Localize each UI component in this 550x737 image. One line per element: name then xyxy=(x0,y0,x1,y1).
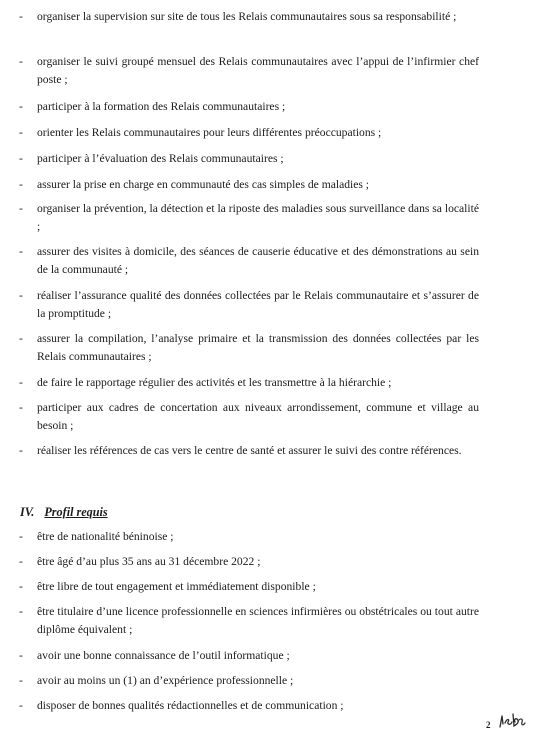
list-item xyxy=(19,647,479,665)
bullet-dash: - xyxy=(19,699,23,712)
list-item xyxy=(19,603,479,639)
bullet-dash: - xyxy=(19,289,23,302)
list-item xyxy=(19,53,479,89)
list-item xyxy=(19,578,479,596)
list-item-text: organiser la prévention, la détection et la riposte des maladies sous surveillance dans sa localité ; xyxy=(37,202,479,233)
bullet-dash: - xyxy=(19,152,23,165)
bullet-dash: - xyxy=(19,530,23,543)
list-item-text: réaliser les références de cas vers le centre de santé et assurer le suivi des contre références. xyxy=(37,444,462,457)
list-item-text: assurer des visites à domicile, des séances de causerie éducative et des démonstrations au sein de la communauté ; xyxy=(37,245,479,276)
bullet-dash: - xyxy=(19,674,23,687)
list-item xyxy=(19,330,479,366)
section-title: Profil requis xyxy=(44,505,108,519)
list-item-text: de faire le rapportage régulier des activités et les transmettre à la hiérarchie ; xyxy=(37,376,392,389)
list-item-text: participer aux cadres de concertation aux niveaux arrondissement, commune et village au besoin ; xyxy=(37,401,479,432)
bullet-dash: - xyxy=(19,126,23,139)
bullet-dash: - xyxy=(19,555,23,568)
list-item xyxy=(19,374,479,392)
page-number: 2 xyxy=(486,720,491,730)
bullet-dash: - xyxy=(19,202,23,215)
list-item xyxy=(19,697,479,715)
list-item-text: être titulaire d’une licence professionnelle en sciences infirmières ou obstétricales ou tout autre diplôme équivalent ; xyxy=(37,605,479,636)
section-number: IV. xyxy=(20,505,35,519)
section-heading xyxy=(20,503,108,521)
bullet-dash: - xyxy=(19,605,23,618)
list-item xyxy=(19,124,479,142)
bullet-dash: - xyxy=(19,10,23,23)
list-item-text: être âgé d’au plus 35 ans au 31 décembre 2022 ; xyxy=(37,555,261,568)
bullet-dash: - xyxy=(19,376,23,389)
list-item xyxy=(19,98,479,116)
list-item xyxy=(19,287,479,323)
bullet-dash: - xyxy=(19,332,23,345)
list-item-text: participer à la formation des Relais communautaires ; xyxy=(37,100,286,113)
list-item-text: assurer la prise en charge en communauté des cas simples de maladies ; xyxy=(37,178,370,191)
list-item xyxy=(19,150,479,168)
list-item xyxy=(19,243,479,279)
list-item-text: être libre de tout engagement et immédiatement disponible ; xyxy=(37,580,316,593)
list-item-text: réaliser l’assurance qualité des données collectées par le Relais communautaire et s’assurer de la promptitude ; xyxy=(37,289,479,320)
list-item-text: être de nationalité béninoise ; xyxy=(37,530,174,543)
list-item xyxy=(19,442,479,460)
list-item-text: avoir une bonne connaissance de l’outil informatique ; xyxy=(37,649,290,662)
list-item xyxy=(19,8,479,26)
bullet-dash: - xyxy=(19,55,23,68)
handwritten-initials-icon xyxy=(497,710,527,732)
list-item xyxy=(19,553,479,571)
bullet-dash: - xyxy=(19,245,23,258)
list-item-text: organiser la supervision sur site de tous les Relais communautaires sous sa responsabilité ; xyxy=(37,10,457,23)
list-item xyxy=(19,176,479,194)
list-item-text: avoir au moins un (1) an d’expérience professionnelle ; xyxy=(37,674,294,687)
bullet-dash: - xyxy=(19,444,23,457)
bullet-dash: - xyxy=(19,649,23,662)
bullet-dash: - xyxy=(19,178,23,191)
list-item xyxy=(19,200,479,236)
list-item xyxy=(19,399,479,435)
list-item xyxy=(19,528,479,546)
list-item-text: participer à l’évaluation des Relais communautaires ; xyxy=(37,152,284,165)
list-item-text: assurer la compilation, l’analyse primaire et la transmission des données collectées par les Relais communautaires ; xyxy=(37,332,479,363)
list-item-text: organiser le suivi groupé mensuel des Relais communautaires avec l’appui de l’infirmier chef poste ; xyxy=(37,55,479,86)
bullet-dash: - xyxy=(19,401,23,414)
bullet-dash: - xyxy=(19,580,23,593)
list-item-text: disposer de bonnes qualités rédactionnelles et de communication ; xyxy=(37,699,344,712)
list-item-text: orienter les Relais communautaires pour leurs différentes préoccupations ; xyxy=(37,126,382,139)
bullet-dash: - xyxy=(19,100,23,113)
list-item xyxy=(19,672,479,690)
